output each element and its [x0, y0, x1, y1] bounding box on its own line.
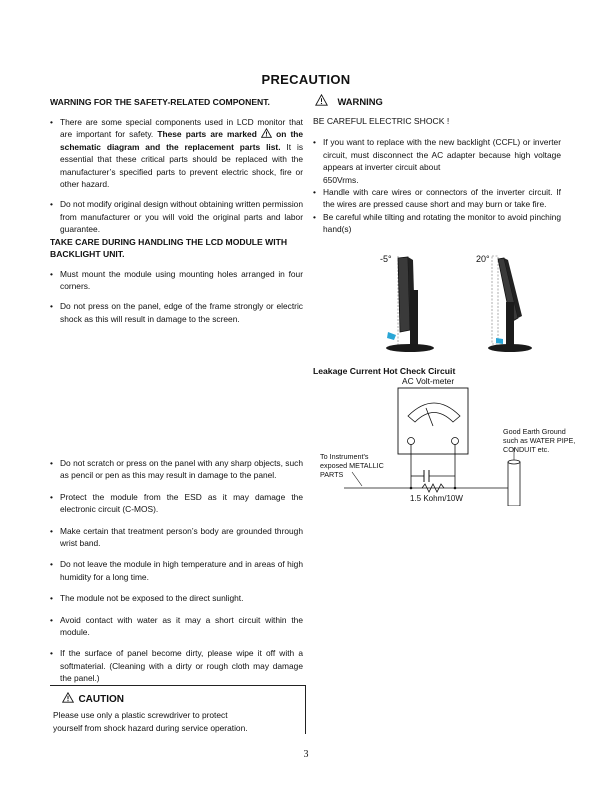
- bullet-water: • Avoid contact with water as it may a short circuit within the module.: [50, 614, 303, 639]
- voltmeter-icon: [398, 388, 468, 454]
- lcd-handling-heading: TAKE CARE DURING HANDLING THE LCD MODULE WITH BACKLIGHT UNIT.: [50, 236, 288, 259]
- bullet-text: If you want to replace with the new backlight (CCFL) or inverter circuit, must disconnect the AC adapter because high voltage appears at inverter circuit about: [323, 137, 561, 173]
- left-column: [50, 96, 303, 325]
- terminal-icon: [452, 438, 459, 445]
- tilt-right-label: 20°: [476, 254, 490, 264]
- ground-pipe-icon: [508, 460, 520, 506]
- safety-heading: WARNING FOR THE SAFETY-RELATED COMPONENT.: [50, 97, 270, 107]
- bullet-text: There are some special components used in LCD monitor that are important for safety.: [60, 117, 303, 140]
- bullet-temperature: • Do not leave the module in high temperature and in areas of high humidity for a long time.: [50, 558, 303, 583]
- bullet-wrist-band: • Make certain that treatment person’s body are grounded through wrist band.: [50, 525, 303, 550]
- bullet-text: It is essential that these critical parts should be replaced with the manufacturer’s specified parts to prevent electric shock, fire or other hazard.: [60, 141, 304, 190]
- left-column-lower: [50, 457, 303, 685]
- ground-label-line: CONDUIT etc.: [503, 445, 550, 454]
- instrument-label-line: exposed METALLIC: [320, 461, 384, 470]
- bullet-do-not-modify: • Do not modify original design without obtaining written permission from manufacturer or you will void the original parts and labor guarantee.: [50, 198, 303, 235]
- resistor-label: 1.5 Kohm/10W: [410, 494, 463, 503]
- monitor-left-icon: [386, 256, 434, 352]
- right-column: [313, 92, 561, 236]
- warning-triangle-icon: [62, 692, 74, 703]
- warning-triangle-icon: [315, 94, 328, 106]
- caution-line: yourself from shock hazard during service operation.: [53, 723, 248, 733]
- voltmeter-label: AC Volt-meter: [402, 376, 455, 386]
- bullet-handle-wires: • Handle with care wires or connectors of the inverter circuit. If the wires are pressed cause short and may burn or take fire.: [313, 186, 561, 211]
- bullet-do-not-scratch: • Do not scratch or press on the panel with any sharp objects, such as pencil or pen as this may result in damage to the panel.: [50, 457, 303, 482]
- page-number: 3: [303, 749, 309, 760]
- hand-icon: [496, 338, 503, 344]
- bullet-bold-text: on the schematic diagram and the replacement parts list.: [60, 129, 304, 152]
- bullet-replace-backlight: [313, 136, 561, 186]
- bullet-mounting-holes: • Must mount the module using mounting holes arranged in four corners.: [50, 268, 303, 293]
- caution-line: Please use only a plastic screwdriver to protect: [53, 710, 228, 720]
- bullet-cleaning: • If the surface of panel become dirty, please wipe it off with a softmaterial. (Cleaning with a dirty or rough cloth may damage the panel.): [50, 647, 303, 684]
- caution-body: [50, 709, 305, 735]
- tilt-left-label: -5°: [380, 254, 392, 264]
- circuit-title: Leakage Current Hot Check Circuit: [313, 366, 456, 376]
- caution-box: [50, 685, 306, 734]
- bullet-esd: • Protect the module from the ESD as it may damage the electronic circuit (C-MOS).: [50, 491, 303, 516]
- ground-label-line: Good Earth Ground: [503, 427, 566, 436]
- terminal-icon: [408, 438, 415, 445]
- caution-title: CAUTION: [78, 694, 125, 705]
- tilt-illustration: [372, 250, 542, 362]
- warning-subtitle: BE CAREFUL ELECTRIC SHOCK !: [313, 116, 450, 126]
- warning-triangle-icon: [261, 128, 272, 138]
- instrument-label: [320, 452, 384, 479]
- ground-label: [503, 427, 593, 454]
- instrument-label-line: PARTS: [320, 470, 344, 479]
- ground-label-line: such as WATER PIPE,: [503, 436, 576, 445]
- page-title: PRECAUTION: [261, 72, 351, 87]
- bullet-do-not-press: • Do not press on the panel, edge of the frame strongly or electric shock as this will result in damage to the screen.: [50, 300, 303, 325]
- warning-header: [313, 92, 561, 110]
- monitor-right-icon: [488, 256, 532, 352]
- bullet-bold-text: These parts are marked: [157, 129, 257, 140]
- bullet-sunlight: • The module not be exposed to the direct sunlight.: [50, 592, 303, 604]
- voltage-value: 650Vrms.: [323, 174, 359, 185]
- bullet-safety-components: [50, 116, 303, 190]
- instrument-label-line: To Instrument's: [320, 452, 369, 461]
- caution-header: [50, 686, 305, 707]
- bullet-tilting: • Be careful while tilting and rotating the monitor to avoid pinching hand(s): [313, 211, 561, 236]
- warning-title: WARNING: [337, 96, 383, 107]
- hand-icon: [387, 332, 396, 340]
